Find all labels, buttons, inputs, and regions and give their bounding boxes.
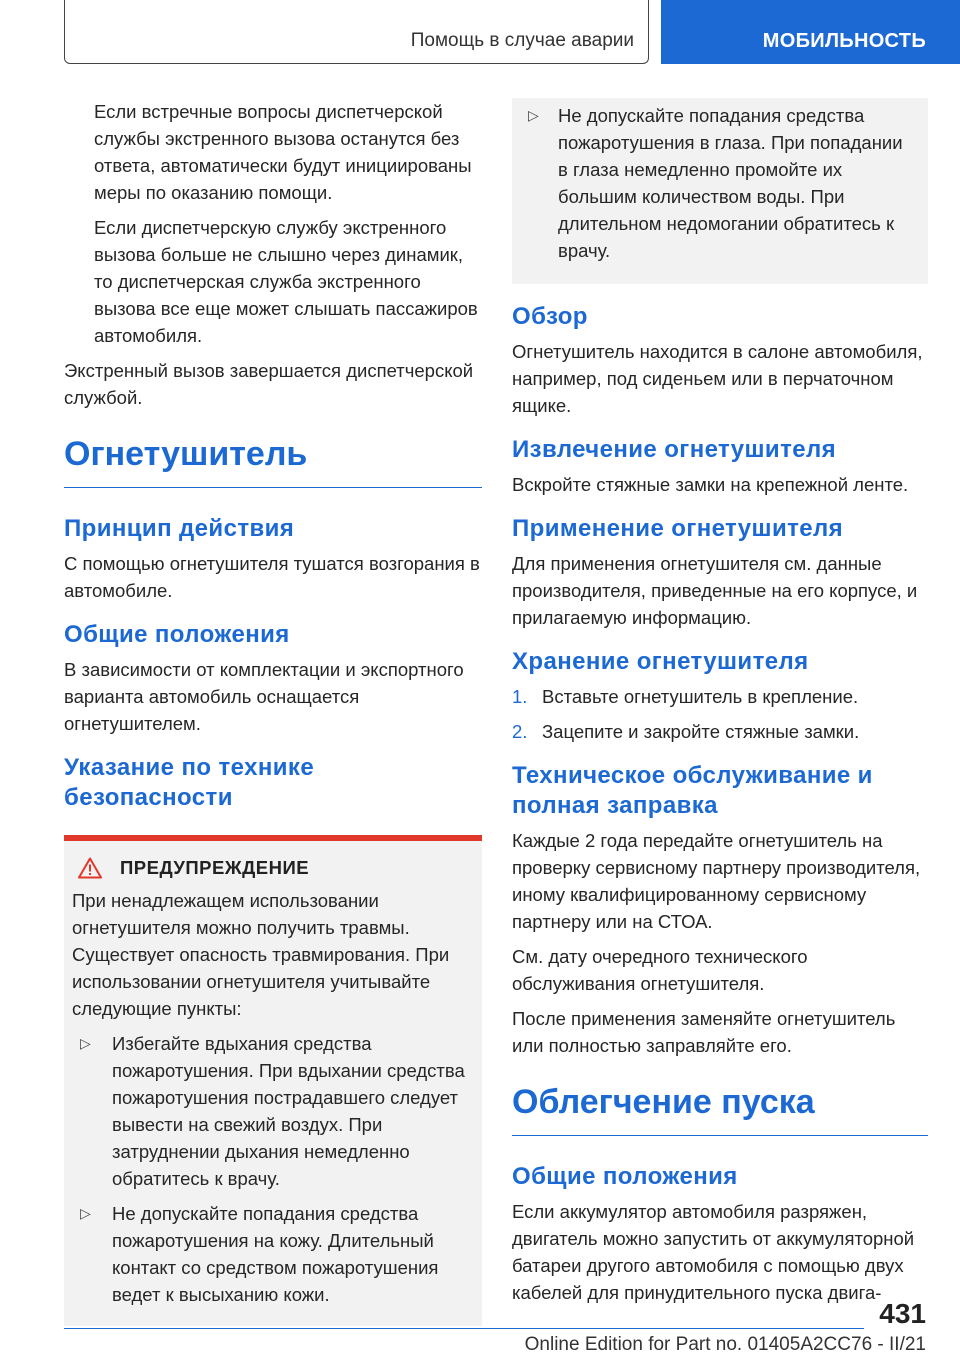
paragraph-service-2: См. дату очередного технического обслуживания огнетушителя. [512, 946, 808, 994]
header-section-label: Помощь в случае аварии [410, 30, 634, 51]
numbered-step [512, 683, 928, 710]
warning-text: При ненадлежащем использовании огнетушителя можно получить травмы. Существует опасность травмирования. При использовании огнетушителя учитывайте следующие пункты: [72, 890, 450, 1019]
triangle-bullet-icon: ▷ [528, 107, 539, 123]
heading-store: Хранение огнетушителя [512, 648, 809, 675]
warning-triangle-icon [78, 857, 102, 879]
header-section [64, 0, 649, 64]
step-number: 2. [512, 721, 528, 742]
list-item [518, 102, 914, 264]
warning-title: ПРЕДУПРЕЖДЕНИЕ [120, 857, 310, 878]
footer-divider [64, 1328, 864, 1329]
paragraph-use: Для применения огнетушителя см. данные производителя, приведенные на его корпусе, и прилагаемую информацию. [512, 553, 918, 628]
triangle-bullet-icon: ▷ [80, 1035, 91, 1051]
paragraph-no-speaker: Если диспетчерскую службу экстренного вызова больше не слышно через динамик, то диспетчерская служба экстренного вызова все еще может слышать пассажиров автомобиля. [94, 217, 478, 346]
paragraph-general-jump: Если аккумулятор автомобиля разряжен, двигатель можно запустить от аккумуляторной батареи другого автомобиля с помощью двух кабелей для принудительного пуска двига- [512, 1201, 915, 1303]
footer-edition: Online Edition for Part no. 01405A2CC76 - II/21 [524, 1334, 926, 1355]
paragraph-remove: Вскройте стяжные замки на крепежной ленте. [512, 474, 909, 495]
paragraph-service-3: После применения заменяйте огнетушитель или полностью заправляйте его. [512, 1008, 896, 1056]
heading-use: Применение огнетушителя [512, 515, 844, 542]
bullet-text: Избегайте вдыхания средства пожаротушения. При вдыхании средства пожаротушения пострадавшего следует вывести на свежий воздух. При затруднении дыхания немедленно обратитесь к врачу. [112, 1033, 465, 1189]
heading-safety: Указание по технике безопасности [64, 754, 315, 811]
heading-remove: Извлечение огнетушителя [512, 436, 837, 463]
section-title-extinguisher: Огнетушитель [64, 433, 482, 488]
warning-box-continued [512, 98, 928, 284]
heading-general: Общие положения [64, 621, 290, 648]
triangle-bullet-icon: ▷ [80, 1205, 91, 1221]
list-item [70, 1200, 466, 1308]
paragraph-service-1: Каждые 2 года передайте огнетушитель на проверку сервисному партнеру производителя, иному квалифицированному сервисному партнеру или на СТОА. [512, 830, 921, 932]
list-item [70, 1030, 466, 1192]
right-column [512, 98, 928, 1314]
paragraph-unanswered: Если встречные вопросы диспетчерской службы экстренного вызова останутся без ответа, автоматически будут инициированы меры по оказанию помощи. [94, 101, 472, 203]
left-column [64, 98, 482, 1326]
section-title-jump-start: Облегчение пуска [512, 1081, 928, 1136]
heading-general-jump: Общие положения [512, 1163, 738, 1190]
header-chapter [661, 0, 960, 64]
numbered-step [512, 718, 928, 745]
heading-principle: Принцип действия [64, 515, 295, 542]
paragraph-overview: Огнетушитель находится в салоне автомобиля, например, под сиденьем или в перчаточном ящике. [512, 341, 923, 416]
bullet-text: Не допускайте попадания средства пожаротушения в глаза. При попадании в глаза немедленно промойте их большим количеством воды. При длительном недомогании обратитесь к врачу. [558, 105, 903, 261]
paragraph-principle: С помощью огнетушителя тушатся возгорания в автомобиле. [64, 553, 480, 601]
paragraph-general: В зависимости от комплектации и экспортного варианта автомобиль оснащается огнетушителем. [64, 659, 464, 734]
heading-overview: Обзор [512, 303, 588, 330]
warning-box [64, 835, 482, 1326]
bullet-text: Не допускайте попадания средства пожаротушения на кожу. Длительный контакт со средством пожаротушения ведет к высыханию кожи. [112, 1203, 439, 1305]
header-chapter-label: МОБИЛЬНОСТЬ [762, 30, 926, 52]
page-number: 431 [879, 1298, 926, 1329]
paragraph-call-end: Экстренный вызов завершается диспетчерской службой. [64, 360, 474, 408]
warning-header [70, 857, 466, 879]
step-text: Зацепите и закройте стяжные замки. [542, 721, 860, 742]
step-number: 1. [512, 686, 528, 707]
heading-service: Техническое обслуживание и полная заправка [512, 762, 873, 819]
step-text: Вставьте огнетушитель в крепление. [542, 686, 859, 707]
